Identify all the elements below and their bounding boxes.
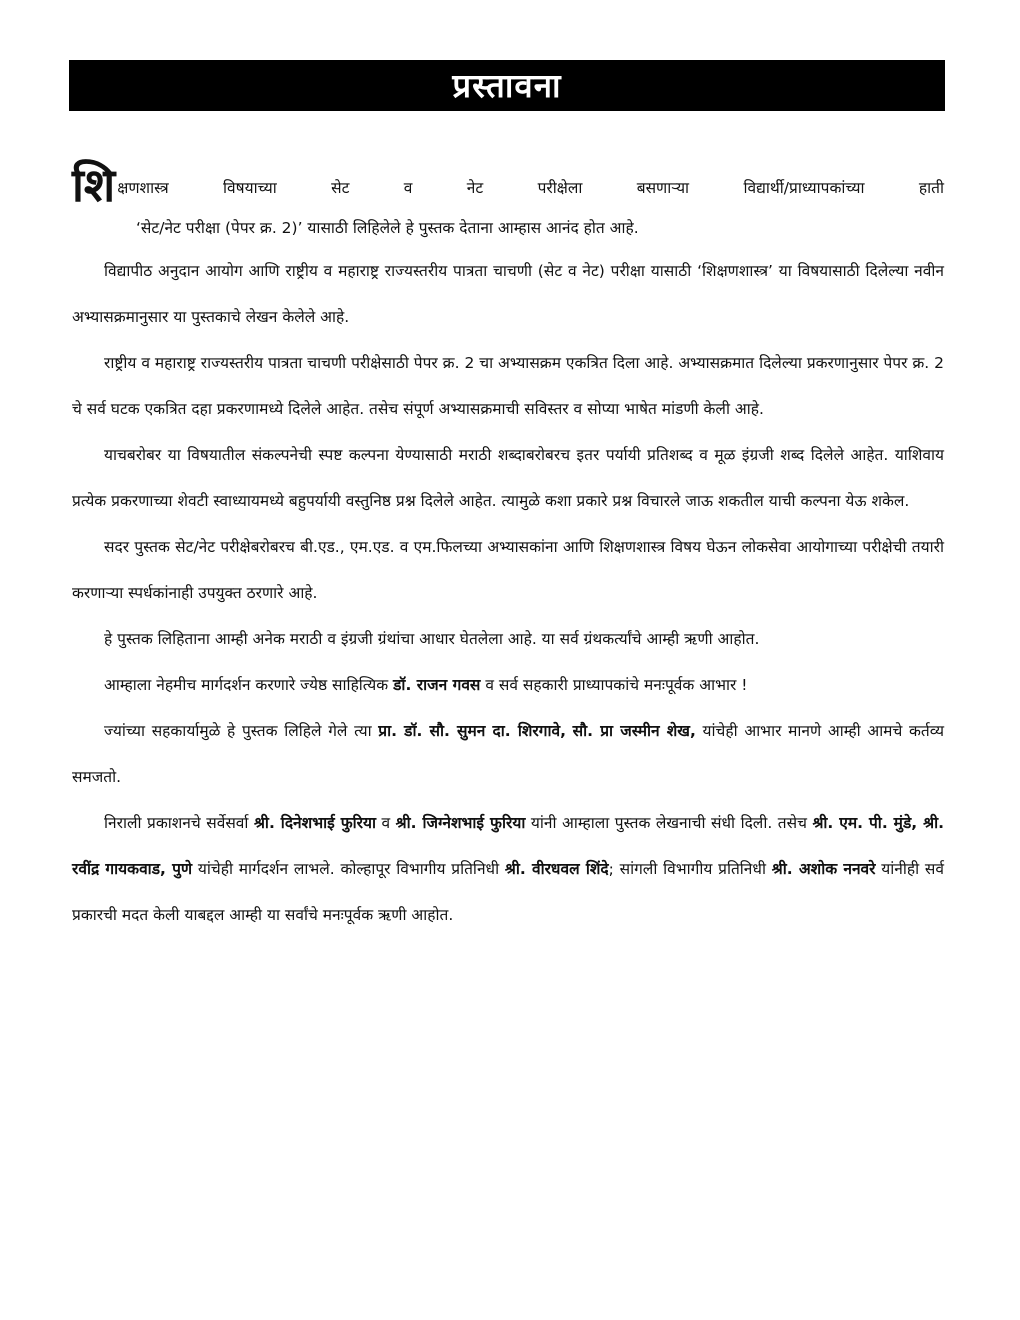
ack-name: डॉ. राजन गवस (393, 676, 481, 694)
drop-cap: शि (72, 158, 116, 212)
ack-text: आम्हाला नेहमीच मार्गदर्शन करणारे ज्येष्ठ साहित्यिक (104, 676, 394, 694)
page-title: प्रस्तावना (452, 66, 562, 105)
ack-text: व सर्व सहकारी प्राध्यापकांचे मनःपूर्वक आभार ! (480, 676, 748, 694)
ack-name: श्री. अशोक ननवरे (771, 860, 876, 878)
preface-body (72, 160, 944, 938)
ack-name: सौ. प्रा जस्मीन शेख, (572, 722, 696, 740)
intro-first-line (72, 158, 944, 212)
paragraph-ack-colleagues (72, 708, 944, 800)
paragraph-ack-guidance (72, 662, 944, 708)
paragraph-usefulness: सदर पुस्तक सेट/नेट परीक्षेबरोबरच बी.एड., एम.एड. व एम.फिलच्या अभ्यासकांना आणि शिक्षणशास्त्र विषय घेऊन लोकसेवा आयोगाच्या परीक्षेची तयारी करणाऱ्या स्पर्धकांनाही उपयुक्त ठरणारे आहे. (72, 538, 944, 602)
ack-text (566, 722, 573, 740)
ack-text: यांचेही मार्गदर्शन लाभले. कोल्हापूर विभागीय प्रतिनिधी (192, 860, 505, 878)
ack-name: श्री. एम. पी. मुंडे, श्री. रवींद्र गायकवाड, पुणे (72, 814, 944, 878)
intro-continuation: ‘सेट/नेट परीक्षा (पेपर क्र. 2)’ यासाठी लिहिलेले हे पुस्तक देताना आम्हास आनंद होत आहे. (136, 219, 639, 237)
ack-text: ज्यांच्या सहकार्यामुळे हे पुस्तक लिहिले गेले त्या (104, 722, 379, 740)
ack-text: यांचेही आभार मानणे आम्ही आमचे कर्तव्य समजतो. (72, 722, 944, 786)
ack-text: व (376, 814, 396, 832)
paragraph-ack-publisher (72, 800, 944, 938)
intro-first-line-text: क्षणशास्त्र विषयाच्या सेट व नेट परीक्षेला बसणाऱ्या विद्यार्थी/प्राध्यापकांच्या हाती (117, 179, 944, 197)
paragraph-concepts: याचबरोबर या विषयातील संकल्पनेची स्पष्ट कल्पना येण्यासाठी मराठी शब्दाबरोबरच इतर पर्यायी प्रतिशब्द व मूळ इंग्रजी शब्द दिलेले आहेत. याशिवाय प्रत्येक प्रकरणाच्या शेवटी स्वाध्यायमध्ये बहुपर्यायी वस्तुनिष्ठ प्रश्न दिलेले आहेत. त्यामुळे कशा प्रकारे प्रश्न विचारले जाऊ शकतील याची कल्पना येऊ शकेल. (72, 446, 944, 510)
paragraph-references: हे पुस्तक लिहिताना आम्ही अनेक मराठी व इंग्रजी ग्रंथांचा आधार घेतलेला आहे. या सर्व ग्रंथकर्त्यांचे आम्ही ऋणी आहोत. (104, 630, 760, 648)
ack-text: यांनी आम्हाला पुस्तक लेखनाची संधी दिली. तसेच (525, 814, 813, 832)
ack-name: प्रा. डॉ. सौ. सुमन दा. शिरगावे, (378, 722, 566, 740)
title-banner (69, 60, 945, 111)
ack-text: निराली प्रकाशनचे सर्वेसर्वा (104, 814, 254, 832)
paragraph-syllabus: राष्ट्रीय व महाराष्ट्र राज्यस्तरीय पात्रता चाचणी परीक्षेसाठी पेपर क्र. 2 चा अभ्यासक्रम एकत्रित दिला आहे. अभ्यासक्रमात दिलेल्या प्रकरणानुसार पेपर क्र. 2 चे सर्व घटक एकत्रित दहा प्रकरणामध्ये दिलेले आहेत. तसेच संपूर्ण अभ्यासक्रमाची सविस्तर व सोप्या भाषेत मांडणी केली आहे. (72, 354, 944, 418)
paragraph-ugc: विद्यापीठ अनुदान आयोग आणि राष्ट्रीय व महाराष्ट्र राज्यस्तरीय पात्रता चाचणी (सेट व नेट) परीक्षा यासाठी ‘शिक्षणशास्त्र’ या विषयासाठी दिलेल्या नवीन अभ्यासक्रमानुसार या पुस्तकाचे लेखन केलेले आहे. (72, 262, 944, 326)
ack-name: श्री. दिनेशभाई फुरिया (253, 814, 377, 832)
ack-name: श्री. जिग्नेशभाई फुरिया (395, 814, 526, 832)
ack-text: ; सांगली विभागीय प्रतिनिधी (608, 860, 772, 878)
intro-paragraph (72, 160, 944, 248)
ack-text: यांनीही सर्व प्रकारची मदत केली याबद्दल आम्ही या सर्वांचे मनःपूर्वक ऋणी आहोत. (72, 860, 944, 924)
ack-name: श्री. वीरधवल शिंदे (504, 860, 609, 878)
